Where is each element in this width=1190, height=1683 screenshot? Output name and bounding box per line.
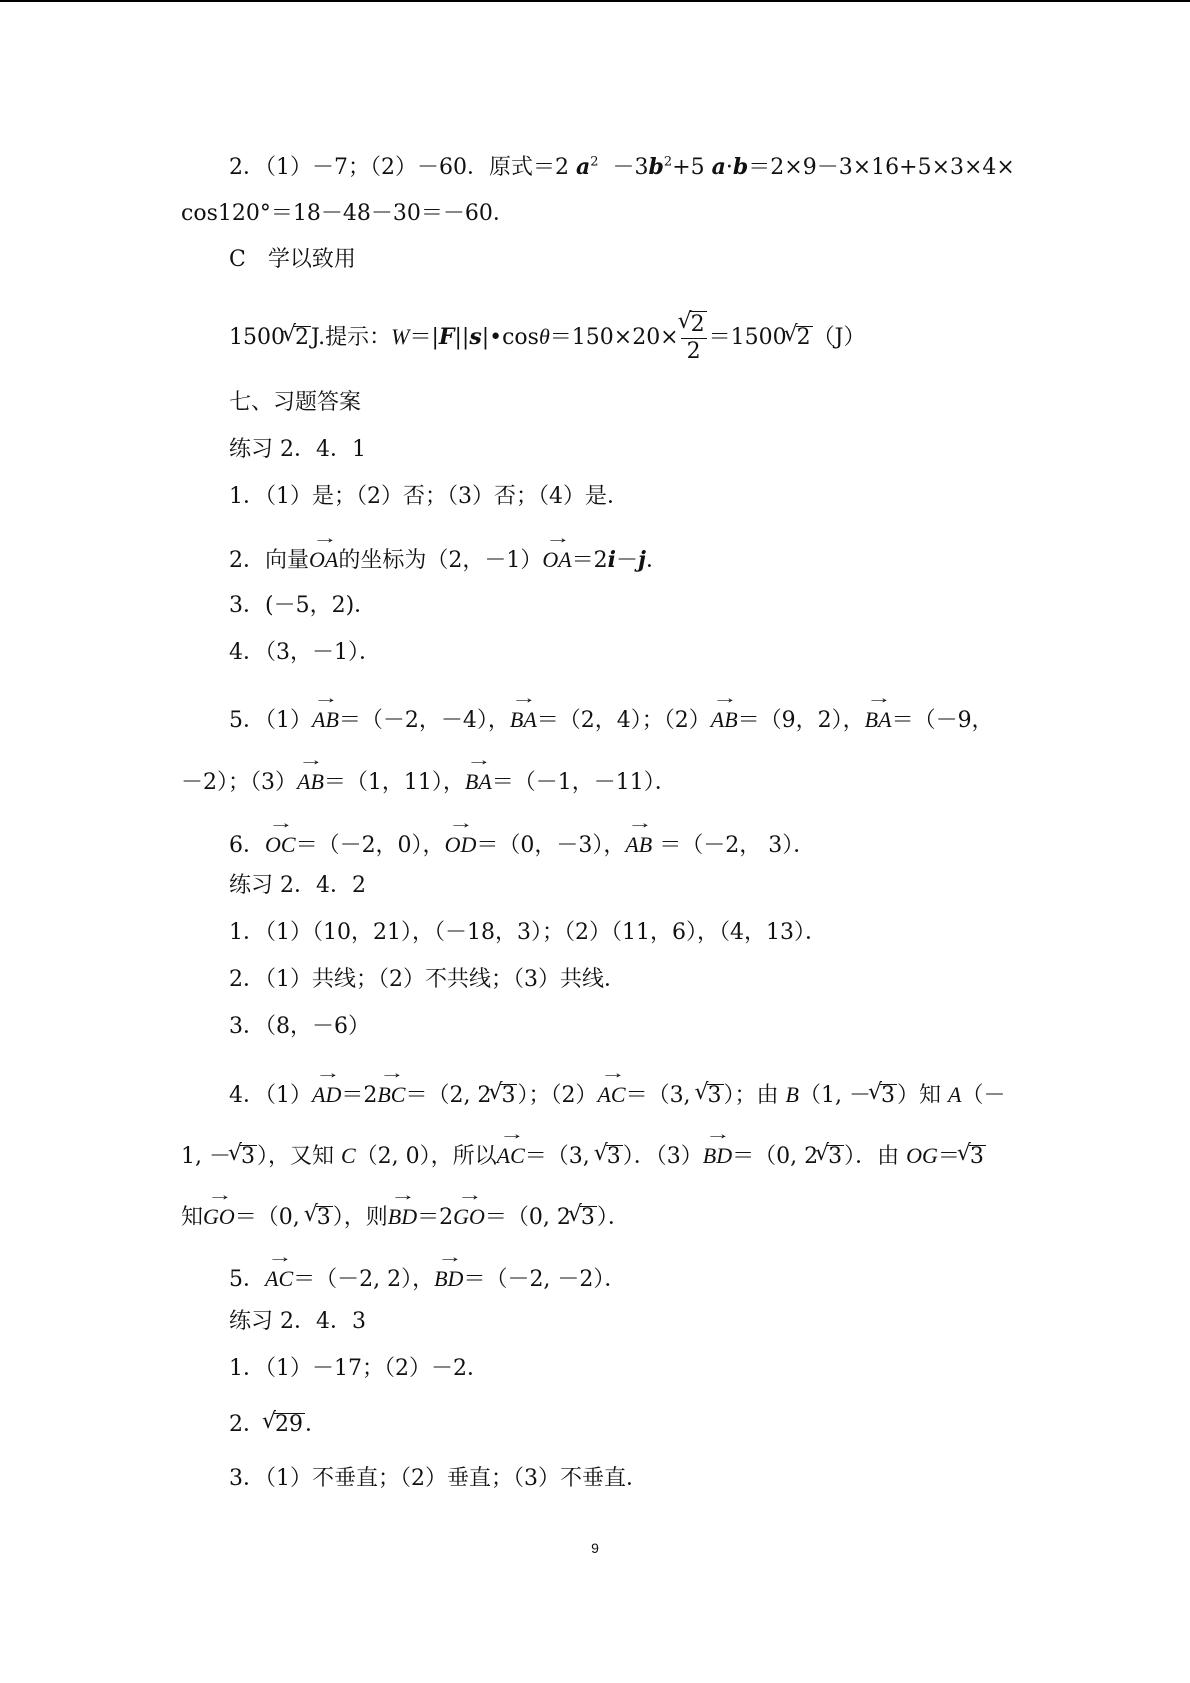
page-number: 9	[591, 1540, 599, 1556]
exercise-2-4-1-q5: 5．（1）→ AB＝（－2，－4），→ BA＝（2，4）；（2）→ AB＝（9，2），→ BA＝（－9，	[229, 699, 994, 736]
exercise-2-4-3-q1: 1．（1）－17；（2）－2．	[229, 1356, 489, 1381]
section-c-heading: C 学以致用	[229, 247, 356, 272]
exercise-2-4-3-heading: 练习 2．4．3	[229, 1309, 366, 1334]
exercise-2-4-2-q4-line3: 知→ GO＝（0, √ 3），则→ BD＝2→ GO＝（0, 2√ 3）．	[181, 1196, 630, 1233]
exercise-2-4-2-q4: 4．（1）→ AD＝2→ BC＝（2, 2√ 3）；（2）→ AC＝（3, √ 3）；由 B（1, －√ 3）知 A（－	[229, 1074, 1005, 1111]
exercise-2-4-1-heading: 练习 2．4．1	[229, 437, 366, 462]
answer-line-2-continued: cos120°＝18－48－30＝－60．	[181, 201, 515, 226]
exercise-2-4-1-q6: 6．→ OC＝（－2，0），→ OD＝（0，－3），→ AB ＝（－2， 3）．	[229, 824, 815, 861]
exercise-2-4-2-q5: 5．→ AC＝（－2, 2），→ BD＝（－2, －2）．	[229, 1258, 626, 1295]
exercise-2-4-2-q1: 1．（1）（10，21），（－18，3）；（2）（11，6），（4，13）．	[229, 920, 827, 945]
exercise-2-4-1-q2: 2．向量→ OA的坐标为（2，－1）→ OA＝2i－j．	[229, 539, 668, 576]
exercise-2-4-1-q5-continued: －2）；（3）→ AB＝（1，11），→ BA＝（－1，－11）．	[181, 761, 677, 798]
exercise-2-4-2-heading: 练习 2．4．2	[229, 873, 366, 898]
exercise-2-4-1-q4: 4．（3，－1）．	[229, 640, 381, 665]
answer-line-2-dot-product: 2．（1）－7；（2）－60．原式＝2 $a^2 -3b^2+5$ a·b＝2×9－3×16+5×3×4×	[229, 154, 1015, 180]
exercise-2-4-3-q2: 2．√ 29．	[229, 1410, 327, 1440]
section-7-heading: 七、习题答案	[229, 390, 362, 415]
exercise-2-4-2-q3: 3．（8，－6）	[229, 1014, 370, 1039]
work-hint-line: 1500√ 2J.提示：W＝|F||s|•cosθ＝150×20× √ $\frac{2}{2}$ ＝1500√ 2（J）	[229, 311, 865, 365]
exercise-2-4-1-q1: 1．（1）是；（2）否；（3）否；（4）是．	[229, 484, 629, 509]
exercise-2-4-2-q2: 2．（1）共线；（2）不共线；（3）共线．	[229, 967, 626, 992]
exercise-2-4-1-q3: 3．(－5，2)．	[229, 593, 377, 618]
exercise-2-4-2-q4-line2: 1, －√ 3），又知 C（2, 0），所以→ AC＝（3, √ 3）．（3）→ BD＝（0, 2√ 3）．由 OG＝√ 3	[181, 1135, 986, 1172]
exercise-2-4-3-q3: 3．（1）不垂直；（2）垂直；（3）不垂直．	[229, 1466, 648, 1491]
